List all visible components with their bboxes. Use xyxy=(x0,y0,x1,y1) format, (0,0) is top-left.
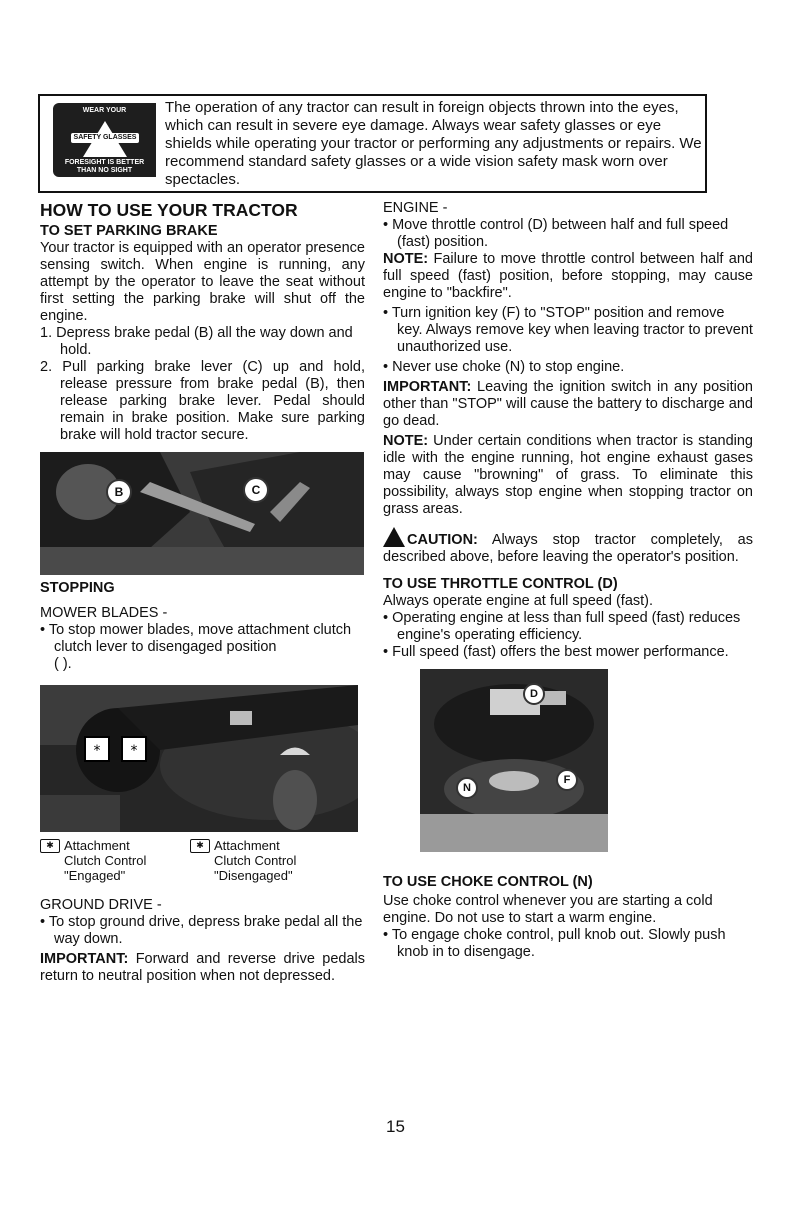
left-column xyxy=(40,200,365,985)
important-ignition xyxy=(383,379,753,430)
caption-disengaged-line-2: Clutch Control xyxy=(214,853,297,868)
logo-bottom-text-2: THAN NO SIGHT xyxy=(76,167,133,174)
throttle-bullet-1: • Operating engine at less than full speed (fast) reduces engine's operating efficiency. xyxy=(383,610,741,643)
logo-bottom-text-1: FORESIGHT IS BETTER xyxy=(64,159,145,166)
parking-step-1: 1. Depress brake pedal (B) all the way down and hold. xyxy=(40,325,353,358)
important-label: IMPORTANT: xyxy=(40,951,129,967)
choke-heading: TO USE CHOKE CONTROL (N) xyxy=(383,874,593,890)
throttle-intro: Always operate engine at full speed (fast). xyxy=(383,593,654,609)
caption-disengaged xyxy=(190,838,296,883)
section-title: HOW TO USE YOUR TRACTOR xyxy=(40,200,298,220)
throttle-heading: TO USE THROTTLE CONTROL (D) xyxy=(383,576,618,592)
choke-bullet: • To engage choke control, pull knob out. Slowly push knob in to disengage. xyxy=(383,927,726,960)
note-2-text: Under certain conditions when tractor is standing idle with the engine running, hot engine exhaust gases may cause "browning" of grass. To eliminate this possibility, always stop engine when stopping tractor on grass areas. xyxy=(383,433,753,517)
callout-d: D xyxy=(523,683,545,705)
caption-disengaged-line-3: "Disengaged" xyxy=(214,868,293,883)
parking-brake-heading: TO SET PARKING BRAKE xyxy=(40,223,218,239)
clutch-disengaged-icon: ✱ xyxy=(190,839,210,853)
clutch-control-illustration xyxy=(40,685,358,832)
parking-brake-photo xyxy=(40,452,364,575)
parking-intro: Your tractor is equipped with an operator presence sensing switch. When engine is running, any attempt by the operator to leave the seat without first setting the parking brake will shut off the engine. xyxy=(40,240,365,324)
callout-f: F xyxy=(556,769,578,791)
clutch-engaged-icon: ✱ xyxy=(40,839,60,853)
caution-triangle-icon xyxy=(383,527,405,547)
important-ignition-text: Leaving the ignition switch in any position other than "STOP" will cause the battery to discharge and go dead. xyxy=(383,379,753,429)
caption-engaged-line-3: "Engaged" xyxy=(64,868,126,883)
ground-drive-bullet: • To stop ground drive, depress brake pedal all the way down. xyxy=(40,914,363,947)
mower-blades-bullet: • To stop mower blades, move attachment clutch clutch lever to disengaged position xyxy=(40,622,352,655)
caption-engaged-line-1: Attachment xyxy=(64,838,130,853)
caption-engaged-line-2: Clutch Control xyxy=(64,853,147,868)
note-2 xyxy=(383,433,753,518)
svg-text:*: * xyxy=(130,743,138,759)
engine-heading: ENGINE - xyxy=(383,200,448,216)
callout-b: B xyxy=(106,479,132,505)
caution xyxy=(383,524,753,566)
important-text: Forward and reverse drive pedals return to neutral position when not depressed. xyxy=(40,951,365,984)
throttle-photo xyxy=(420,669,608,852)
clutch-captions xyxy=(40,838,365,883)
parking-step-2: 2. Pull parking brake lever (C) up and hold, release pressure from brake pedal (B), then release parking brake lever. Pedal should remain in brake position. Make sure parking brake will hold tractor secure. xyxy=(40,359,365,443)
note-1-text: Failure to move throttle control between half and full speed (fast) position, before stopping, may cause engine to "backfire". xyxy=(383,251,753,301)
right-column xyxy=(383,200,753,961)
caption-engaged xyxy=(40,838,190,883)
safety-warning-box xyxy=(38,94,707,193)
engine-bullet-3: • Never use choke (N) to stop engine. xyxy=(383,359,625,375)
ground-drive-heading: GROUND DRIVE - xyxy=(40,897,162,913)
warning-text: The operation of any tractor can result in foreign objects thrown into the eyes, which can result in severe eye damage. Always wear safety glasses or eye shields while operating your tractor or performing any adjustments or repairs. We recommend standard safety glasses or a wide vision safety mask worn over spectacles. xyxy=(165,99,702,188)
engine-bullet-1: • Move throttle control (D) between half and full speed (fast) position. xyxy=(383,217,729,250)
throttle-bullet-2: • Full speed (fast) offers the best mower performance. xyxy=(383,644,729,660)
logo-top-text: WEAR YOUR xyxy=(82,107,127,114)
mower-blades-heading: MOWER BLADES - xyxy=(40,605,168,621)
caution-label: CAUTION: xyxy=(407,532,478,548)
callout-n: N xyxy=(456,777,478,799)
ground-drive-important xyxy=(40,951,365,985)
caption-disengaged-line-1: Attachment xyxy=(214,838,280,853)
parking-brake-illustration xyxy=(40,452,364,575)
caution-text: Always stop tractor completely, as described above, before leaving the operator's position. xyxy=(383,532,753,565)
note-1-label: NOTE: xyxy=(383,251,429,267)
engine-bullet-2: • Turn ignition key (F) to "STOP" position and remove key. Always remove key when leaving tractor to prevent unauthorized use. xyxy=(383,305,753,355)
callout-c: C xyxy=(243,477,269,503)
choke-intro: Use choke control whenever you are starting a cold engine. Do not use to start a warm engine. xyxy=(383,893,713,926)
logo-label: SAFETY GLASSES xyxy=(71,133,139,143)
note-1 xyxy=(383,251,753,302)
important-ignition-label: IMPORTANT: xyxy=(383,379,472,395)
clutch-control-photo xyxy=(40,685,358,832)
throttle-illustration xyxy=(420,669,608,852)
stopping-heading: STOPPING xyxy=(40,580,115,596)
page-number: 15 xyxy=(386,1117,405,1136)
safety-glasses-logo xyxy=(53,103,156,177)
disengaged-symbol-text: ( ). xyxy=(54,656,72,672)
note-2-label: NOTE: xyxy=(383,433,429,449)
svg-text:*: * xyxy=(93,743,101,759)
